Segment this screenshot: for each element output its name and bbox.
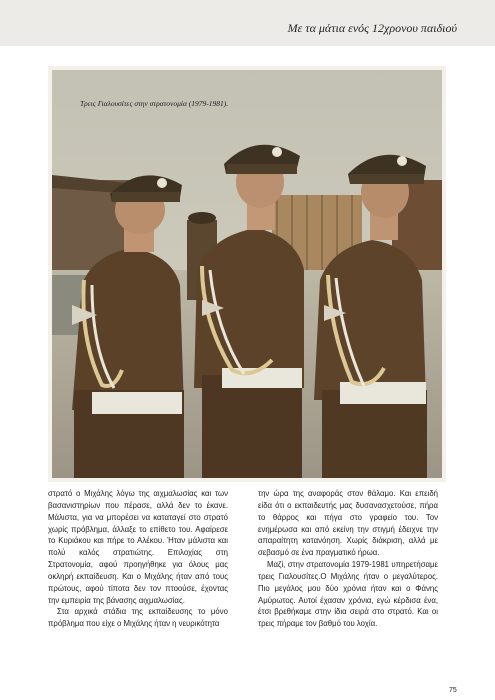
paragraph: στρατό ο Μιχάλης λόγω της αιχμαλωσίας και των βασανιστηρίων που πέρασε, αλλά δεν το έκανε. Μάλιστα, για να μπορέσει να καταταγεί στο στρατό χωρίς πρόβλημα, άλλαξε το επίθετο του. Αφαίρεσε το Κυριάκου και πήρε το Αλέκου. Ήταν μάλιστα και πολύ καλός στρατιώτης. Επιλοχίας στη Στρατονομία, αφού προηγήθηκε για όλους μας οκληρή εκπαίδευση. Και ο Μιχάλης ήταν από τους πρώτους, αφού τίποτα δεν τον πτοούσε, έχοντας την εμπειρία της βάνασης αιχμαλωσίας.: [48, 489, 228, 605]
paragraph: Στα αρχικά στάδια της εκπαίδευσης το μόνο πρόβλημα που είχε ο Μιχάλης ήταν η νευρικότητα: [48, 607, 228, 629]
running-title: Με τα μάτια ενός 12χρονου παιδιού: [287, 21, 457, 35]
military-police-photo: [52, 70, 442, 478]
paragraph: την ώρα της αναφοράς στον θάλαμο. Και επειδή είδα ότι ο εκπαιδευτής μας δυσανασχετούσε, πήρα το θάρρος και πήγα στο γραφείο του. Τον ενημέρωσα και από εκείνη την στιγμή έδειχνε την απαραίτητη κατανόηση. Χωρίς διάκριση, αλλά με σεβασμό σε ένα πραγματικό ήρωα.: [258, 489, 438, 558]
text-column-right: [258, 488, 438, 630]
text-column-left: [48, 488, 228, 630]
photo-illustration: [52, 70, 442, 478]
paragraph: Μαζί, στην στρατονομία 1979-1981 υπηρετήσαμε τρεις Γιαλουσίτες.Ο Μιχάλης ήταν ο μεγαλύτερος. Πιο μεγάλος μου δύο χρόνια ήταν και ο Φάνης Αμύρωτος. Αυτοί έχασαν χρόνια, εγώ κέρδισα ένα, έτσι βρεθήκαμε στην ίδια σειρά στο στρατό. Και οι τρεις πήραμε τον βαθμό του λοχία.: [258, 560, 438, 629]
page-number: 75: [449, 687, 457, 694]
photo-caption: Τρεις Γιαλουσίτες στην στρατονομία (1979-1981).: [80, 99, 229, 108]
